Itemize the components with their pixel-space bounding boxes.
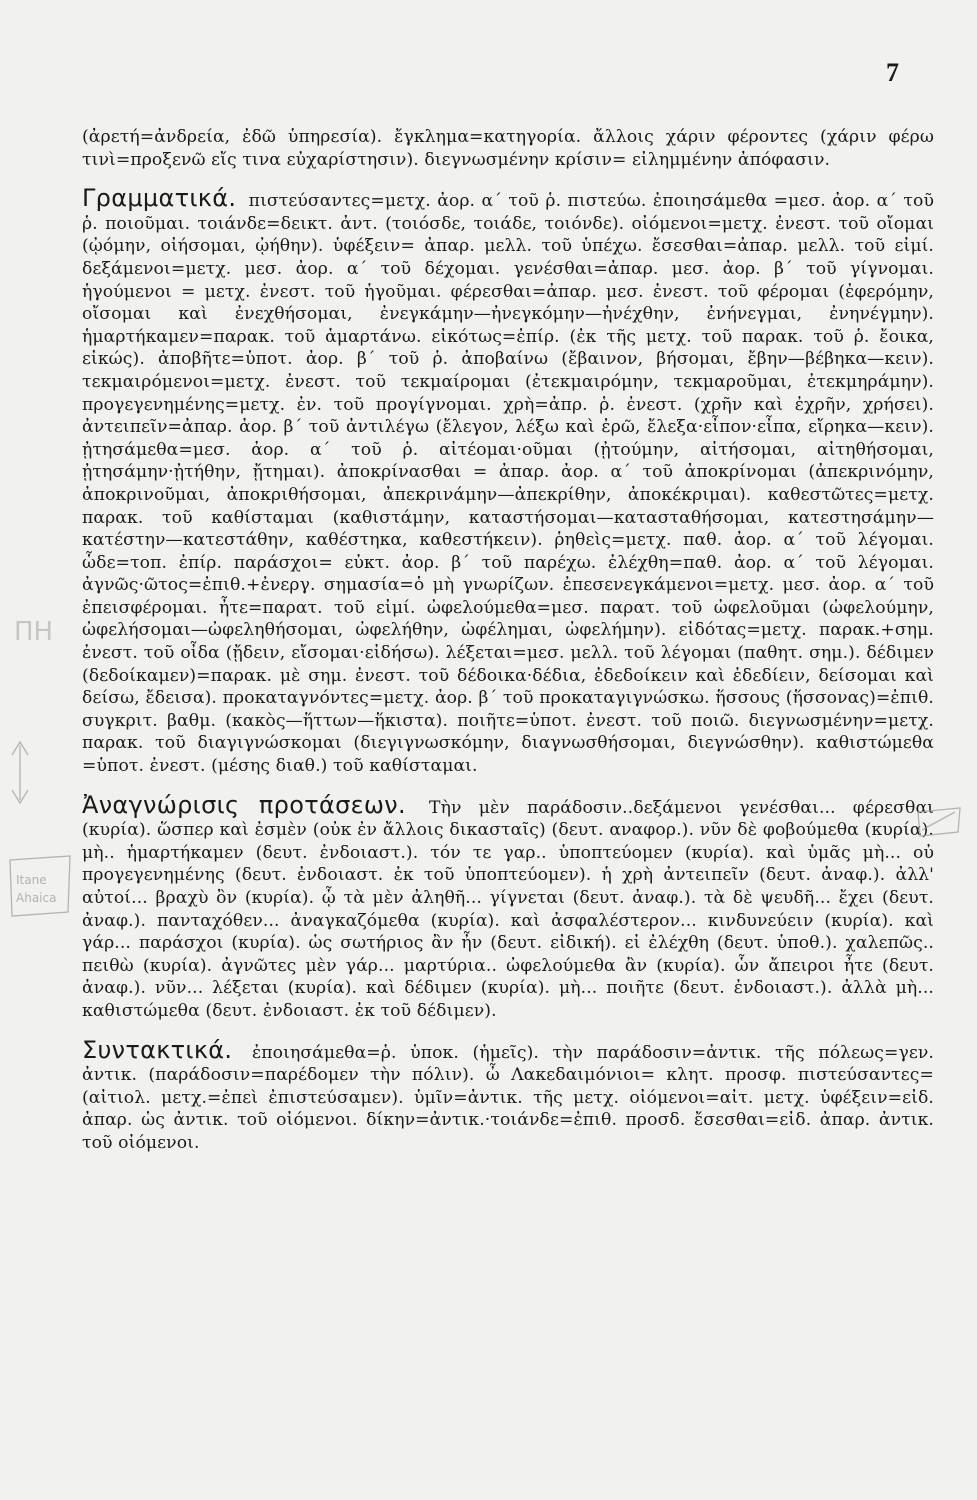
- margin-note-2: Itane: [16, 873, 47, 887]
- section-body-syntaktika: ἐποιησάμεθα=ῥ. ὑποκ. (ἡμεῖς). τὴν παράδοσιν=ἀντικ. τῆς πόλεως=γεν. ἀντικ. (παράδοσιν=παρέδομεν τὴν πόλιν). ὦ Λακεδαιμόνιοι= κλητ. προσφ. πιστεύσαντες=(αἰτιολ. μετχ.=ἐπεὶ ἐπιστεύσαμεν). ὑμῖν=ἀντικ. τῆς μετχ. οἰόμενοι=αἰτ. μετχ. ὑφέξειν=εἰδ. ἀπαρ. ὡς ἀντικ. τοῦ οἰόμενοι. δίκην=ἀντικ.·τοιάνδε=ἐπιθ. προσδ. ἔσεσθαι=εἰδ. ἀπαρ. ἀντικ. τοῦ οἰόμενοι.: [82, 1042, 934, 1153]
- section-body-anagnorisis: Τὴν μὲν παράδοσιν..δεξάμενοι γενέσθαι... φέρεσθαι (κυρία). ὥσπερ καὶ ἐσμὲν (οὐκ ἐν ἄλλοις δικασταῖς) (δευτ. αναφορ.). νῦν δὲ φοβούμεθα (κυρία). μὴ.. ἡμαρτήκαμεν (δευτ. ἐνδοιαστ.). τόν τε γαρ.. ὑποπτεύομεν (κυρία). καὶ ὑμᾶς μὴ... οὐ προγεγενημένης (δευτ. ἐνδοιαστ. ἐκ τοῦ ὑποπτεύομεν). ἡ χρὴ ἀντειπεῖν (δευτ. ἀναφ.). ἀλλ' αὐτοί... βραχὺ ὂν (κυρία). ᾧ τὰ μὲν ἀληθῆ... γίγνεται (δευτ. ἀναφ.). τὰ δὲ ψευδῆ... ἔχει (δευτ. ἀναφ.). πανταχόθεν... ἀναγκαζόμεθα (κυρία). καὶ ἀσφαλέστερον... κινδυνεύειν (κυρία). καὶ γάρ... παράσχοι (κυρία). ὡς σωτήριος ἂν ἦν (δευτ. εἰδική). εἰ ἐλέχθη (δευτ. ὑποθ.). χαλεπῶς.. πειθὼ (κυρία). ἀγνῶτες μὲν γάρ... μαρτύρια.. ὠφελούμεθα ἂν (κυρία). ὧν ἄπειροι ἦτε (δευτ. ἀναφ.). νῦν... λέξεται (κυρία). καὶ δέδιμεν (κυρία). μὴ... ποιῆτε (δευτ. ἐνδοιαστ.). ἀλλὰ μὴ... καθιστώμεθα (δευτ. ἐνδοιαστ. ἐκ τοῦ δέδιμεν).: [82, 797, 934, 1021]
- section-heading-grammatika: Γραμματικά.: [82, 184, 237, 213]
- section-body-grammatika: πιστεύσαντες=μετχ. ἀορ. α΄ τοῦ ῥ. πιστεύω. ἐποιησάμεθα =μεσ. ἀορ. α΄ τοῦ ῥ. ποιοῦμαι. τοιάνδε=δεικτ. ἀντ. (τοιόσδε, τοιάδε, τοιόνδε). οἰόμενοι=μετχ. ἐνεστ. τοῦ οἴομαι (ᾠόμην, οἰήσομαι, ᾠήθην). ὑφέξειν= ἀπαρ. μελλ. τοῦ ὑπέχω. ἔσεσθαι=ἀπαρ. μελλ. τοῦ εἰμί. δεξάμενοι=μετχ. μεσ. ἀορ. α΄ τοῦ δέχομαι. γενέσθαι=ἀπαρ. μεσ. ἀορ. β΄ τοῦ γίγνομαι. ἡγούμενοι = μετχ. ἐνεστ. τοῦ ἡγοῦμαι. φέρεσθαι=ἀπαρ. μεσ. ἐνεστ. τοῦ φέρομαι (ἐφερόμην, οἴσομαι καὶ ἐνεχθήσομαι, ἐνεγκάμην—ἠνεγκόμην—ἠνέχθην, ἐνήνεγμαι, ἐνηνέγμην). ἡμαρτήκαμεν=παρακ. τοῦ ἁμαρτάνω. εἰκότως=ἐπίρ. (ἐκ τῆς μετχ. τοῦ παρακ. τοῦ ῥ. ἔοικα, εἰκώς). ἀποβῆτε=ὑποτ. ἀορ. β΄ τοῦ ῥ. ἀποβαίνω (ἔβαινον, βήσομαι, ἔβην—βέβηκα—κειν). τεκμαιρόμενοι=μετχ. ἐνεστ. τοῦ τεκμαίρομαι (ἐτεκμαιρόμην, τεκμαροῦμαι, ἐτεκμηράμην). προγεγενημένης=μετχ. ἐν. τοῦ προγίγνομαι. χρὴ=ἀπρ. ῥ. ἐνεστ. (χρῆν καὶ ἐχρῆν, χρήσει). ἀντειπεῖν=ἀπαρ. ἀορ. β΄ τοῦ ἀντιλέγω (ἔλεγον, λέξω καὶ ἐρῶ, ἔλεξα·εἶπον·εἶπα, εἴρηκα—κειν). ᾐτησάμεθα=μεσ. ἀορ. α΄ τοῦ ῥ. αἰτέομαι·οῦμαι (ᾐτούμην, αἰτήσομαι, αἰτηθήσομαι, ᾐτησάμην·ᾐτήθην, ᾔτημαι). ἀποκρίνασθαι = ἀπαρ. ἀορ. α΄ τοῦ ἀποκρίνομαι (ἀπεκρινόμην, ἀποκρινοῦμαι, ἀποκριθήσομαι, ἀπεκρινάμην—ἀπεκρίθην, ἀποκέκριμαι). καθεστῶτες=μετχ. παρακ. τοῦ καθίσταμαι (καθιστάμην, καταστήσομαι—κατασταθήσομαι, κατεστησάμην—κατέστην—κατεστάθην, καθέστηκα, καθεστήκειν). ῥηθεὶς=μετχ. παθ. ἀορ. α΄ τοῦ λέγομαι. ὧδε=τοπ. ἐπίρ. παράσχοι= εὐκτ. ἀορ. β΄ τοῦ παρέχω. ἐλέχθη=παθ. ἀορ. α΄ τοῦ λέγομαι. ἀγνῶς·ῶτος=ἐπιθ.+ἐνεργ. σημασία=ὁ μὴ γνωρίζων. ἐπεσενεγκάμενοι=μετχ. μεσ. ἀορ. α΄ τοῦ ἐπεισφέρομαι. ἦτε=παρατ. τοῦ εἰμί. ὠφελούμεθα=μεσ. παρατ. τοῦ ὠφελοῦμαι (ὠφελούμην, ὠφελήσομαι—ὠφεληθήσομαι, ὠφελήθην, ὠφέλημαι, ὠφελήμην). εἰδότας=μετχ. παρακ.+σημ. ἐνεστ. τοῦ οἶδα (ᾔδειν, εἴσομαι·εἰδήσω). λέξεται=μεσ. μελλ. τοῦ λέγομαι (παθητ. σημ.). δέδιμεν (δεδοίκαμεν)=παρακ. μὲ σημ. ἐνεστ. τοῦ δέδοικα·δέδια, ἐδεδοίκειν καὶ ἐδεδίειν, δείσομαι καὶ δείσω, ἔδεισα). προκαταγνόντες=μετχ. ἀορ. β΄ τοῦ προκαταγιγνώσκω. ἥσσους (ἥσσονας)=ἐπιθ. συγκριτ. βαθμ. (κακὸς—ἥττων—ἥκιστα). ποιῆτε=ὑποτ. ἐνεστ. τοῦ ποιῶ. διεγνωσμένην=μετχ. παρακ. τοῦ διαγιγνώσκομαι (διεγιγνωσκόμην, διαγνωσθήσομαι, διεγνώσθην). καθιστώμεθα =ὑποτ. ἐνεστ. (μέσης διαθ.) τοῦ καθίσταμαι.: [82, 191, 934, 777]
- section-heading-anagnorisis: Ἀναγνώρισις προτάσεων.: [82, 790, 406, 819]
- right-margin-mark: [918, 808, 960, 836]
- margin-note-3: Ahaica: [16, 891, 57, 905]
- margin-note-1: ΠΗ: [14, 617, 54, 647]
- double-arrow-mark: [12, 742, 28, 803]
- intro-paragraph: (ἀρετή=ἀνδρεία, ἐδῶ ὑπηρεσία). ἔγκλημα=κατηγορία. ἄλλοις χάριν φέροντες (χάριν φέρω τινὶ=προξενῶ εἴς τινα εὐχαρίστησιν). διεγνωσμένην κρίσιν= εἰλημμένην ἀπόφασιν.: [82, 127, 934, 170]
- section-heading-syntaktika: Συντακτικά.: [82, 1035, 233, 1064]
- page-number: 7: [886, 58, 899, 87]
